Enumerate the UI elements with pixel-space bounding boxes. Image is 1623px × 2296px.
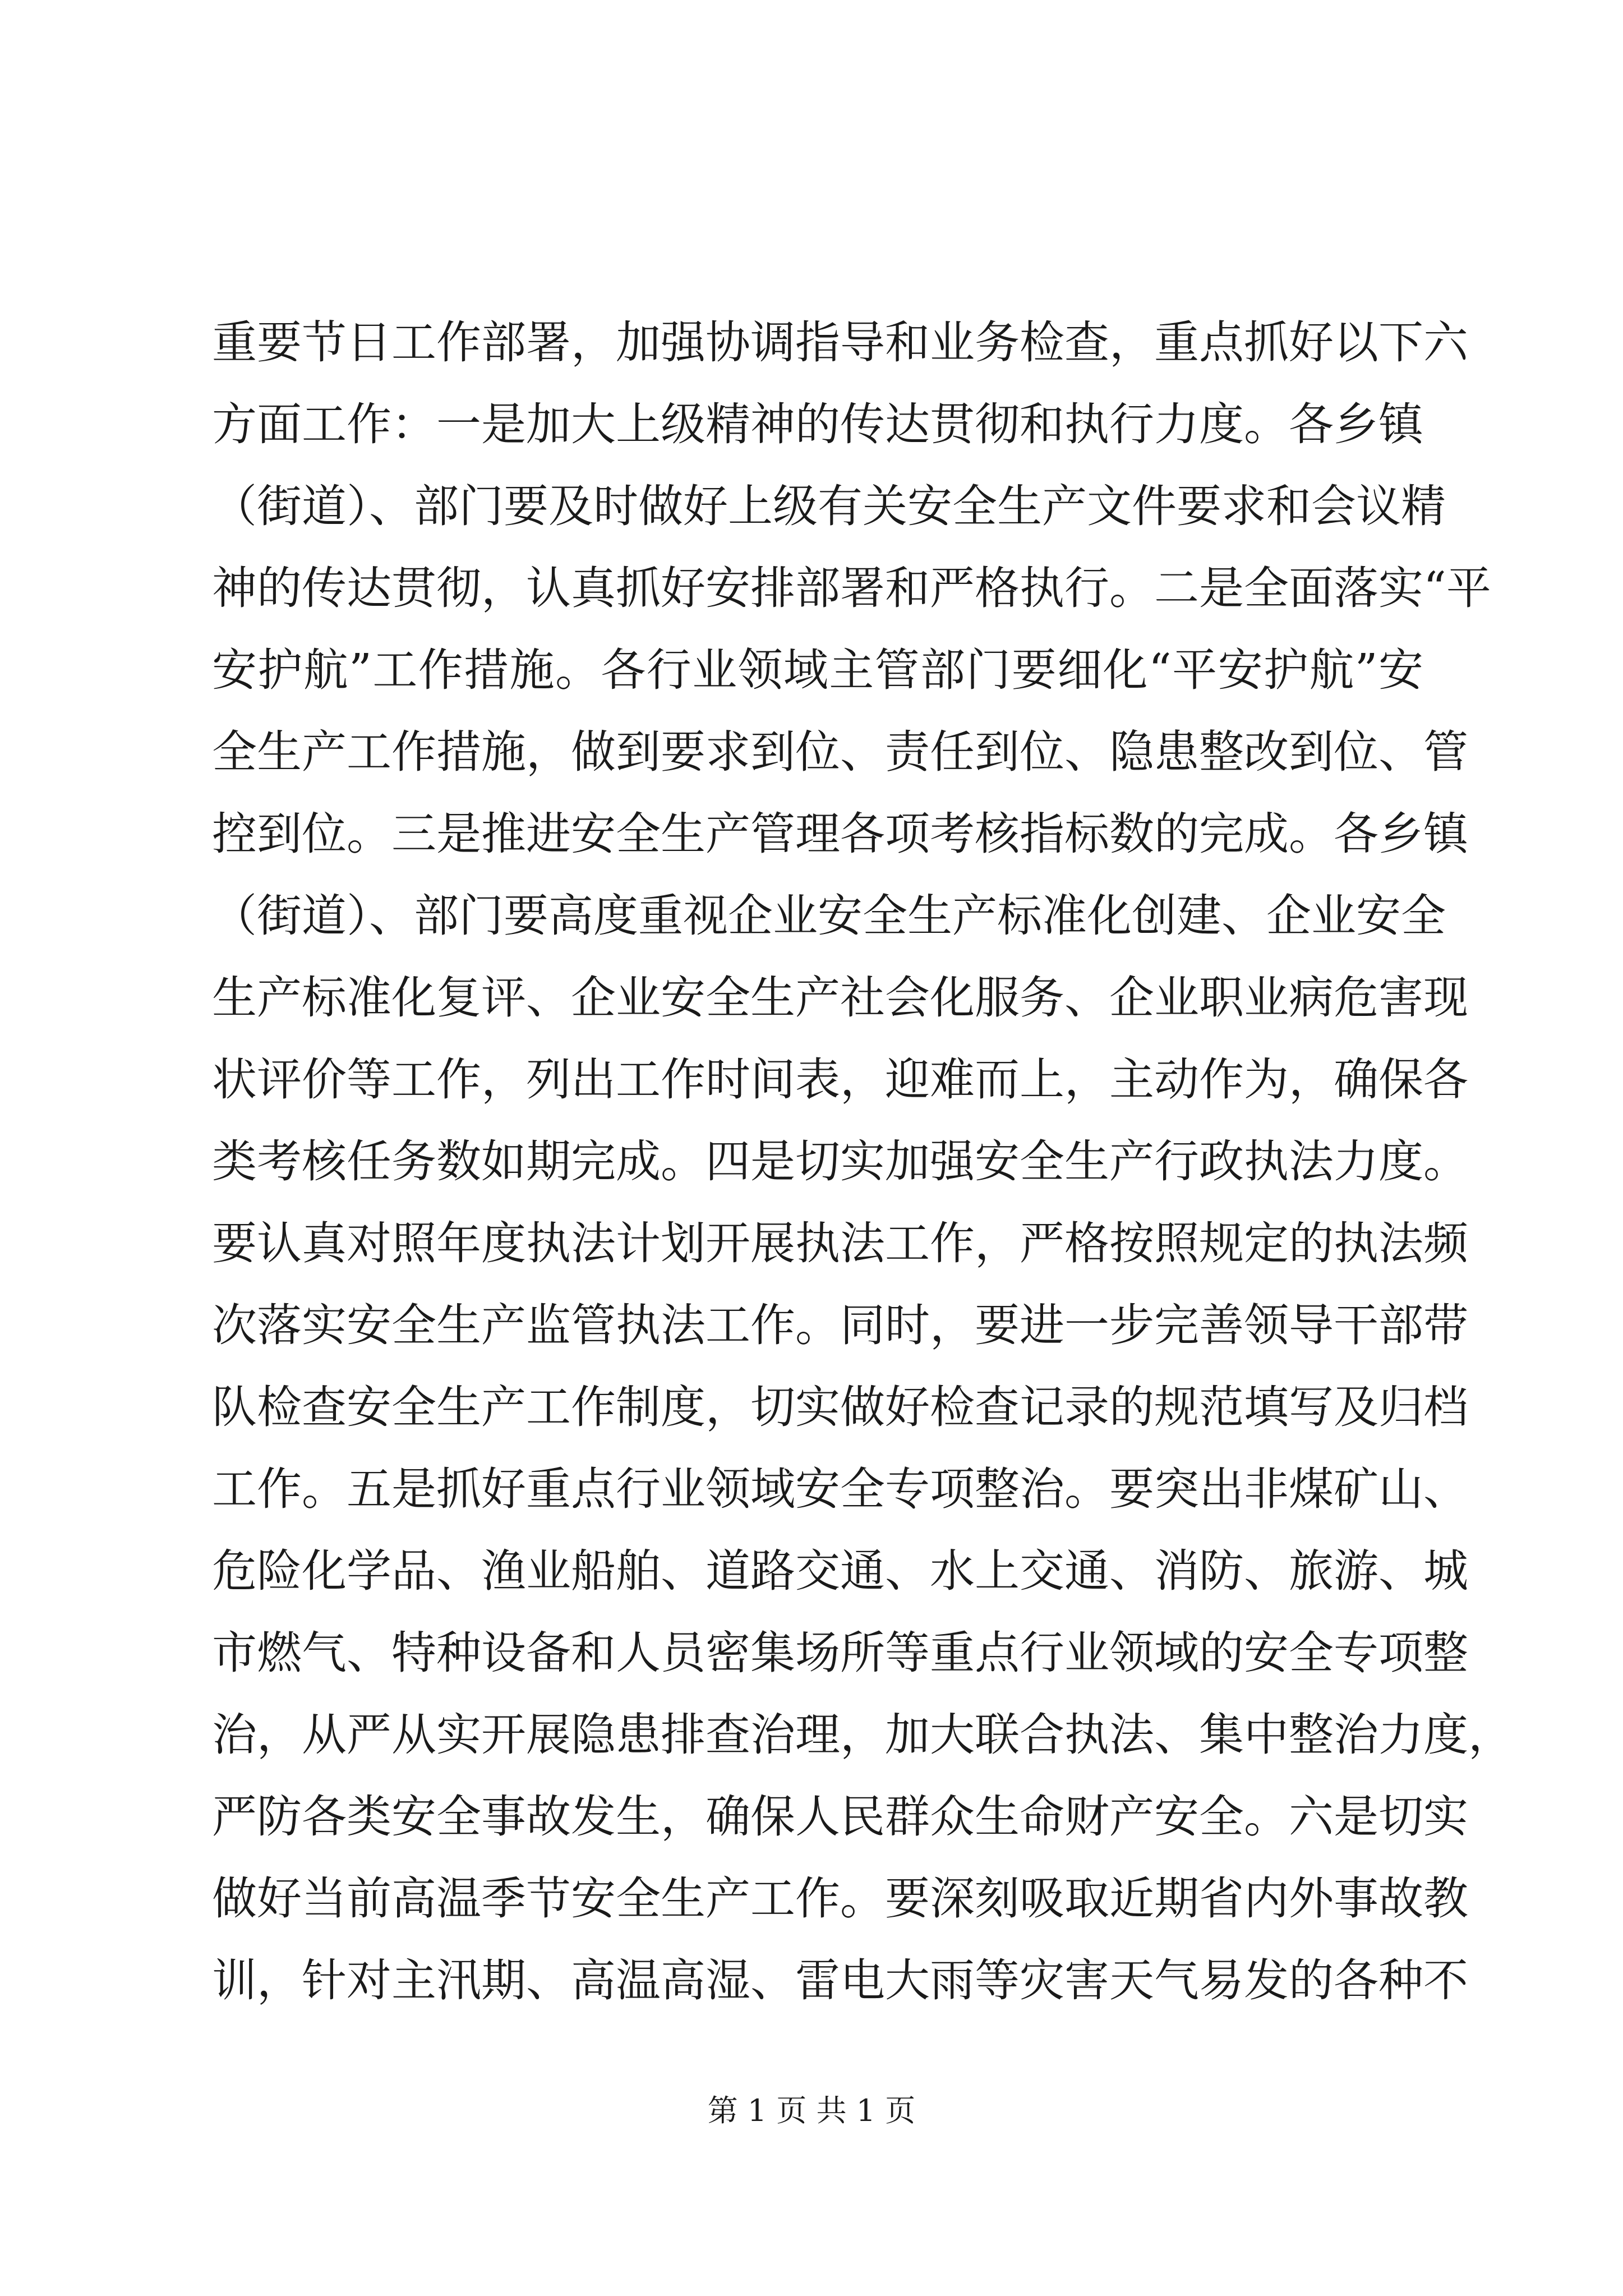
text-line: 市燃气、特种设备和人员密集场所等重点行业领域的安全专项整 bbox=[212, 1627, 1468, 1679]
text-line: （街道）、部门要及时做好上级有关安全生产文件要求和会议精 bbox=[212, 480, 1446, 532]
text-line: 严防各类安全事故发生，确保人民群众生命财产安全。六是切实 bbox=[212, 1791, 1468, 1843]
text-line: 队检查安全生产工作制度，切实做好检查记录的规范填写及归档 bbox=[212, 1381, 1468, 1433]
text-line: 工作。五是抓好重点行业领域安全专项整治。要突出非煤矿山、 bbox=[212, 1463, 1468, 1515]
text-line: （街道）、部门要高度重视企业安全生产标准化创建、企业安全 bbox=[212, 890, 1446, 942]
body-text bbox=[212, 302, 1513, 2022]
text-line: 方面工作：一是加大上级精神的传达贯彻和执行力度。各乡镇 bbox=[212, 398, 1423, 450]
text-line: 安护航”工作措施。各行业领域主管部门要细化“平安护航”安 bbox=[212, 644, 1423, 696]
text-line: 要认真对照年度执法计划开展执法工作，严格按照规定的执法频 bbox=[212, 1217, 1468, 1269]
text-line: 次落实安全生产监管执法工作。同时，要进一步完善领导干部带 bbox=[212, 1299, 1468, 1351]
text-line: 控到位。三是推进安全生产管理各项考核指标数的完成。各乡镇 bbox=[212, 808, 1468, 860]
text-line: 危险化学品、渔业船舶、道路交通、水上交通、消防、旅游、城 bbox=[212, 1545, 1468, 1597]
text-line: 神的传达贯彻，认真抓好安排部署和严格执行。二是全面落实“平 bbox=[212, 562, 1491, 614]
page-footer bbox=[0, 2087, 1623, 2130]
text-line: 治，从严从实开展隐患排查治理，加大联合执法、集中整治力度， bbox=[212, 1709, 1513, 1761]
text-line: 类考核任务数如期完成。四是切实加强安全生产行政执法力度。 bbox=[212, 1135, 1468, 1188]
text-line: 状评价等工作，列出工作时间表，迎难而上，主动作为，确保各 bbox=[212, 1053, 1468, 1106]
text-line: 做好当前高温季节安全生产工作。要深刻吸取近期省内外事故教 bbox=[212, 1872, 1468, 1925]
text-line: 重要节日工作部署，加强协调指导和业务检查，重点抓好以下六 bbox=[212, 316, 1468, 369]
text-line: 生产标准化复评、企业安全生产社会化服务、企业职业病危害现 bbox=[212, 972, 1468, 1024]
page-number: 第 1 页 共 1 页 bbox=[707, 2093, 916, 2128]
text-line: 训，针对主汛期、高温高湿、雷电大雨等灾害天气易发的各种不 bbox=[212, 1954, 1468, 2007]
text-line: 全生产工作措施，做到要求到位、责任到位、隐患整改到位、管 bbox=[212, 726, 1468, 778]
